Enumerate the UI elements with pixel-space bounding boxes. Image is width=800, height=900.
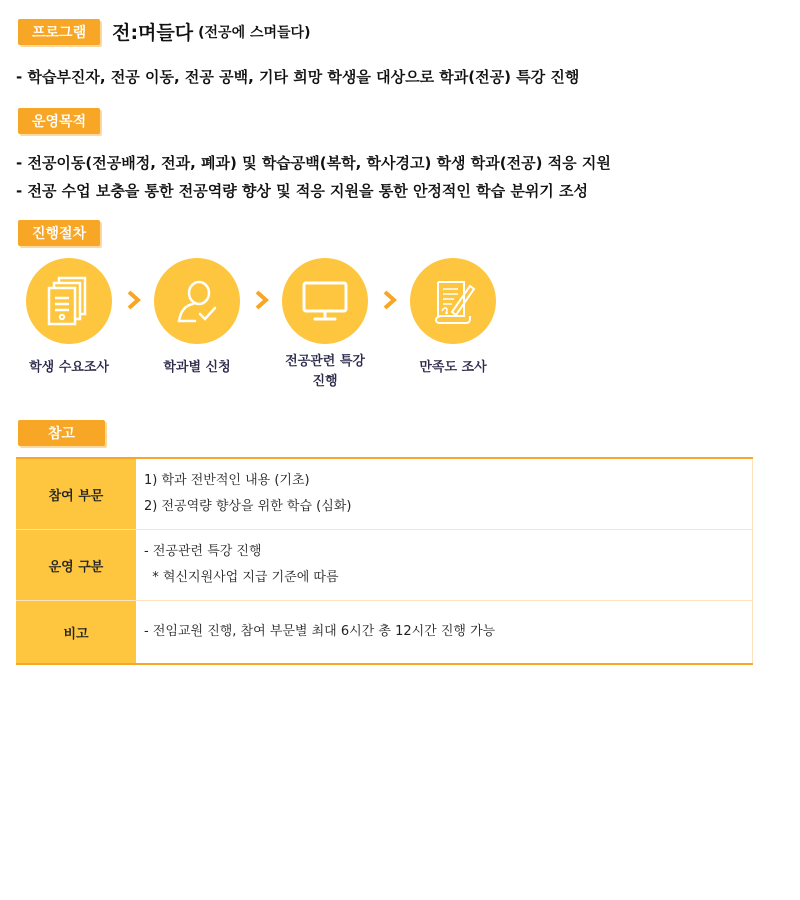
purpose-title-row: [18, 108, 100, 134]
program-description: - 학습부진자, 전공 이동, 전공 공백, 기타 희망 학생을 대상으로 학과(전공) 특강 진행: [16, 68, 580, 86]
step-label: [398, 358, 508, 378]
user-check-icon: [173, 277, 221, 325]
table-row: [16, 458, 753, 530]
procedure-title-row: [18, 220, 100, 246]
program-badge: 프로그램: [18, 19, 100, 45]
survey-pen-icon: [428, 276, 478, 326]
row-head-remarks: 비고: [16, 601, 136, 665]
step-label: [270, 352, 380, 392]
step-circle: [410, 258, 496, 344]
step-label: [142, 358, 252, 378]
reference-table: [16, 457, 753, 665]
procedure-steps: [24, 258, 544, 408]
program-name: 전:며들다: [112, 22, 194, 44]
step-survey: [14, 258, 124, 378]
row-body: [136, 458, 753, 530]
purpose-line-2: - 전공 수업 보충을 통한 전공역량 향상 및 적응 지원을 통한 안정적인 학습 분위기 조성: [16, 182, 588, 200]
purpose-line-1: - 전공이동(전공배정, 전과, 폐과) 및 학습공백(복학, 학사경고) 학생 학과(전공) 적응 지원: [16, 154, 611, 172]
step-lecture: [270, 258, 380, 392]
chevron-right-icon: [382, 290, 398, 310]
row-body: [136, 530, 753, 601]
reference-badge: 참고: [18, 420, 105, 446]
document-icon: [47, 276, 91, 326]
step-label: [14, 358, 124, 378]
step-label-line2: 진행: [312, 374, 338, 389]
step-circle: [282, 258, 368, 344]
row-head-operation: 운영 구분: [16, 530, 136, 601]
table-row: [16, 530, 753, 601]
row-body: [136, 601, 753, 665]
step-label-line1: 학과별 신청: [163, 360, 231, 375]
step-circle: [26, 258, 112, 344]
row-line: - 전임교원 진행, 참여 부문별 최대 6시간 총 12시간 진행 가능: [144, 624, 496, 639]
step-circle: [154, 258, 240, 344]
reference-title-row: [18, 420, 105, 446]
row-line: 2) 전공역량 향상을 위한 학습 (심화): [144, 499, 352, 514]
row-head-participation: 참여 부문: [16, 458, 136, 530]
step-label-line1: 전공관련 특강: [285, 354, 365, 369]
procedure-badge: 진행절차: [18, 220, 100, 246]
row-line: * 혁신지원사업 지급 기준에 따름: [144, 570, 339, 585]
chevron-right-icon: [126, 290, 142, 310]
step-satisfaction: [398, 258, 508, 378]
chevron-right-icon: [254, 290, 270, 310]
table-row: [16, 601, 753, 665]
row-line: - 전공관련 특강 진행: [144, 544, 262, 559]
program-title-row: [18, 18, 310, 45]
step-label-line1: 학생 수요조사: [29, 360, 109, 375]
step-label-line1: 만족도 조사: [419, 360, 487, 375]
row-line: 1) 학과 전반적인 내용 (기초): [144, 473, 310, 488]
step-apply: [142, 258, 252, 378]
program-subtitle: (전공에 스며들다): [198, 24, 311, 41]
purpose-badge: 운영목적: [18, 108, 100, 134]
monitor-icon: [300, 279, 350, 323]
